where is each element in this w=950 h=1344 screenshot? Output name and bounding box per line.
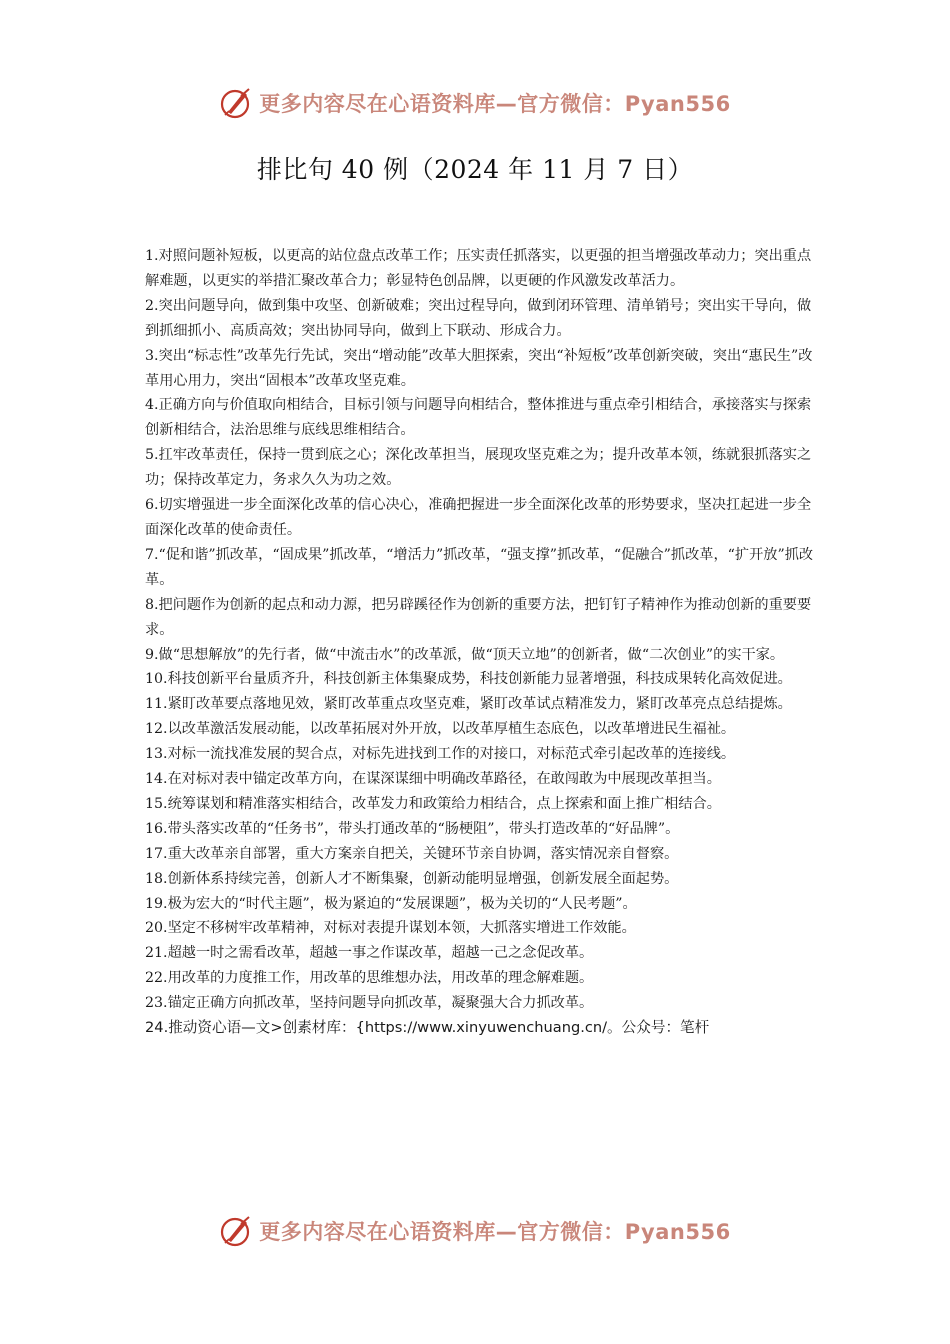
list-item: 7.“促和谐”抓改革，“固成果”抓改革，“增活力”抓改革，“强支撑”抓改革，“促融合”抓改革，“扩开放”抓改革。 bbox=[145, 546, 814, 588]
quill-pen-logo-icon bbox=[219, 86, 253, 120]
list-item: 14.在对标对表中锚定改革方向，在谋深谋细中明确改革路径，在敢闯敢为中展现改革担当。 bbox=[145, 771, 721, 788]
list-item: 17.重大改革亲自部署，重大方案亲自把关，关键环节亲自协调，落实情况亲自督察。 bbox=[145, 845, 679, 862]
list-item: 13.对标一流找准发展的契合点，对标先进找到工作的对接口，对标范式牵引起改革的连接线。 bbox=[145, 746, 736, 763]
list-item: 18.创新体系持续完善，创新人才不断集聚，创新动能明显增强，创新发展全面起势。 bbox=[145, 870, 679, 887]
watermark-banner-bottom bbox=[0, 1211, 950, 1251]
list-item: 11.紧盯改革要点落地见效，紧盯改革重点攻坚克难，紧盯改革试点精准发力，紧盯改革亮点总结提炼。 bbox=[145, 696, 792, 713]
list-item: 21.超越一时之需看改革，超越一事之作谋改革，超越一己之念促改革。 bbox=[145, 945, 594, 962]
list-item: 20.坚定不移树牢改革精神，对标对表提升谋划本领，大抓落实增进工作效能。 bbox=[145, 920, 636, 937]
sentence-list bbox=[145, 244, 820, 1041]
list-item: 3.突出“标志性”改革先行先试，突出“增动能”改革大胆探索，突出“补短板”改革创新突破，突出“惠民生”改革用心用力，突出“固根本”改革攻坚克难。 bbox=[145, 347, 813, 389]
list-item: 4.正确方向与价值取向相结合，目标引领与问题导向相结合，整体推进与重点牵引相结合，承接落实与探索创新相结合，法治思维与底线思维相结合。 bbox=[145, 397, 812, 439]
list-item: 23.锚定正确方向抓改革，坚持问题导向抓改革，凝聚强大合力抓改革。 bbox=[145, 995, 594, 1012]
watermark-banner-top bbox=[0, 83, 950, 123]
list-item: 16.带头落实改革的“任务书”，带头打通改革的“肠梗阻”，带头打造改革的“好品牌”。 bbox=[145, 820, 680, 837]
list-item: 22.用改革的力度推工作，用改革的思维想办法，用改革的理念解难题。 bbox=[145, 970, 594, 987]
list-item: 2.突出问题导向，做到集中攻坚、创新破难；突出过程导向，做到闭环管理、清单销号；突出实干导向，做到抓细抓小、高质高效；突出协同导向，做到上下联动、形成合力。 bbox=[145, 297, 812, 339]
quill-pen-logo-icon bbox=[219, 1214, 253, 1248]
list-item: 6.切实增强进一步全面深化改革的信心决心，准确把握进一步全面深化改革的形势要求，坚决扛起进一步全面深化改革的使命责任。 bbox=[145, 497, 812, 538]
list-item: 10.科技创新平台量质齐升，科技创新主体集聚成势，科技创新能力显著增强，科技成果转化高效促进。 bbox=[145, 671, 792, 688]
list-item-promo: 24.推动资心语—文>创素材库：{https://www.xinyuwenchuang.cn/。公众号：笔杆 bbox=[145, 1019, 710, 1037]
watermark-text: 更多内容尽在心语资料库—官方微信：Pyan556 bbox=[259, 1220, 731, 1244]
list-item: 12.以改革激活发展动能，以改革拓展对外开放，以改革厚植生态底色，以改革增进民生福祉。 bbox=[145, 721, 736, 738]
list-item: 9.做“思想解放”的先行者，做“中流击水”的改革派，做“顶天立地”的创新者，做“二次创业”的实干家。 bbox=[145, 646, 785, 663]
list-item: 8.把问题作为创新的起点和动力源，把另辟蹊径作为创新的重要方法，把钉钉子精神作为推动创新的重要要求。 bbox=[145, 596, 812, 638]
list-item: 1.对照问题补短板，以更高的站位盘点改革工作；压实责任抓落实，以更强的担当增强改革动力；突出重点解难题，以更实的举措汇聚改革合力；彰显特色创品牌，以更硬的作风激发改革活力。 bbox=[145, 248, 812, 289]
list-item: 15.统筹谋划和精准落实相结合，改革发力和政策给力相结合，点上探索和面上推广相结合。 bbox=[145, 795, 721, 812]
list-item: 19.极为宏大的“时代主题”，极为紧迫的“发展课题”，极为关切的“人民考题”。 bbox=[145, 895, 637, 912]
list-item: 5.扛牢改革责任，保持一贯到底之心；深化改革担当，展现攻坚克难之为；提升改革本领，练就狠抓落实之功；保持改革定力，务求久久为功之效。 bbox=[145, 447, 812, 489]
page-title: 排比句 40 例（2024 年 11 月 7 日） bbox=[256, 155, 694, 184]
watermark-text: 更多内容尽在心语资料库—官方微信：Pyan556 bbox=[259, 92, 731, 116]
